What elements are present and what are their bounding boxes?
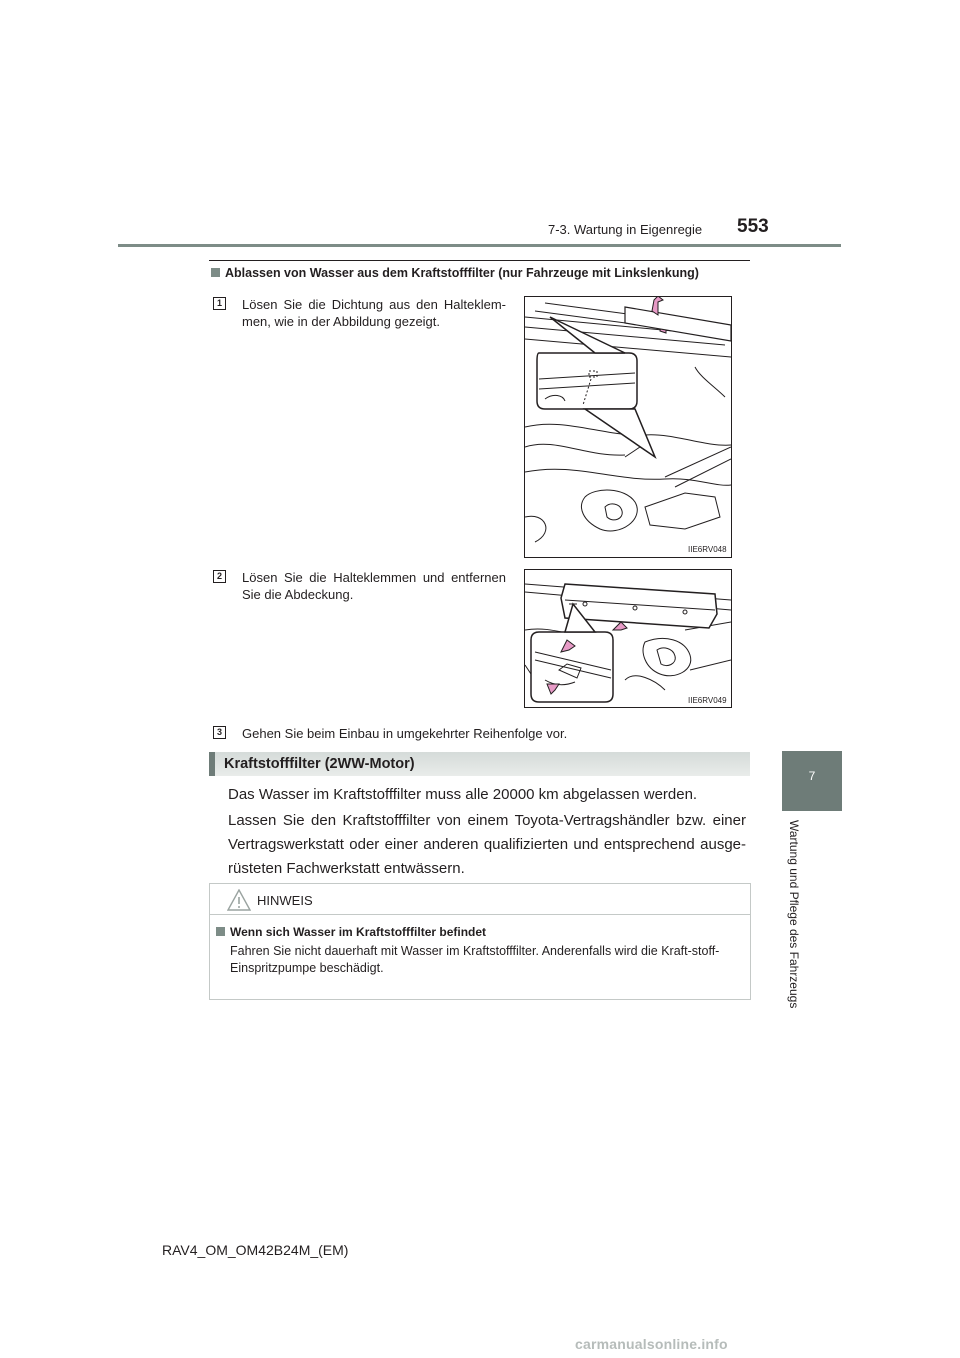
body-paragraph-1: Das Wasser im Kraftstofffilter muss alle 20000 km abgelassen werden.: [228, 786, 698, 803]
square-bullet-icon: [211, 268, 220, 277]
section-heading-text: Ablassen von Wasser aus dem Kraftstofffilter (nur Fahrzeuge mit Linkslenkung): [225, 266, 699, 280]
body-paragraph-2: Lassen Sie den Kraftstofffilter von einem Toyota-Vertragshändler bzw. einer Vertragswerkstatt oder einer anderen qualifizierten und entsprechend ausge-rüsteten Fachwerkstatt entwässern.: [228, 812, 746, 877]
notice-box: [209, 883, 751, 1000]
figure-step-1: [524, 296, 732, 558]
warning-triangle-icon: [227, 889, 251, 911]
section-banner: [209, 752, 750, 776]
step-number-2: 2: [213, 570, 226, 583]
square-bullet-icon: [216, 927, 225, 936]
watermark: carmanualsonline.info: [575, 1336, 728, 1352]
figure-step-2: [524, 569, 732, 708]
chapter-tab-label: Wartung und Pflege des Fahrzeugs: [787, 820, 801, 1009]
notice-text: Fahren Sie nicht dauerhaft mit Wasser im Kraftstofffilter. Anderenfalls wird die Kraft-stoff-Einspritzpumpe beschädigt.: [230, 944, 720, 975]
step-1-text: Lösen Sie die Dichtung aus den Halteklem-men, wie in der Abbildung gezeigt.: [242, 297, 506, 329]
banner-accent-bar: [209, 752, 215, 776]
notice-title: HINWEIS: [257, 893, 313, 908]
notice-heading: [216, 925, 486, 939]
header-rule: [118, 244, 841, 247]
section-heading: [211, 266, 699, 280]
step-2-text: Lösen Sie die Halteklemmen und entfernen Sie die Abdeckung.: [242, 570, 506, 602]
step-number-1: 1: [213, 297, 226, 310]
document-code: RAV4_OM_OM42B24M_(EM): [162, 1242, 349, 1258]
chapter-tab[interactable]: [782, 751, 842, 811]
notice-heading-text: Wenn sich Wasser im Kraftstofffilter befindet: [230, 925, 487, 939]
notice-divider: [210, 914, 750, 915]
chapter-tab-number: 7: [808, 769, 816, 783]
engine-bay-illustration-2: [525, 570, 731, 707]
step-3-text: Gehen Sie beim Einbau in umgekehrter Reihenfolge vor.: [242, 726, 568, 741]
figure-code-1: IIE6RV048: [688, 545, 727, 554]
engine-bay-illustration-1: [525, 297, 731, 557]
step-number-3: 3: [213, 726, 226, 739]
figure-code-2: IIE6RV049: [688, 696, 727, 705]
banner-title: Kraftstofffilter (2WW-Motor): [224, 756, 415, 772]
header-section-title: 7-3. Wartung in Eigenregie: [548, 222, 703, 237]
section-rule: [209, 260, 750, 261]
page-number: 553: [737, 216, 769, 237]
